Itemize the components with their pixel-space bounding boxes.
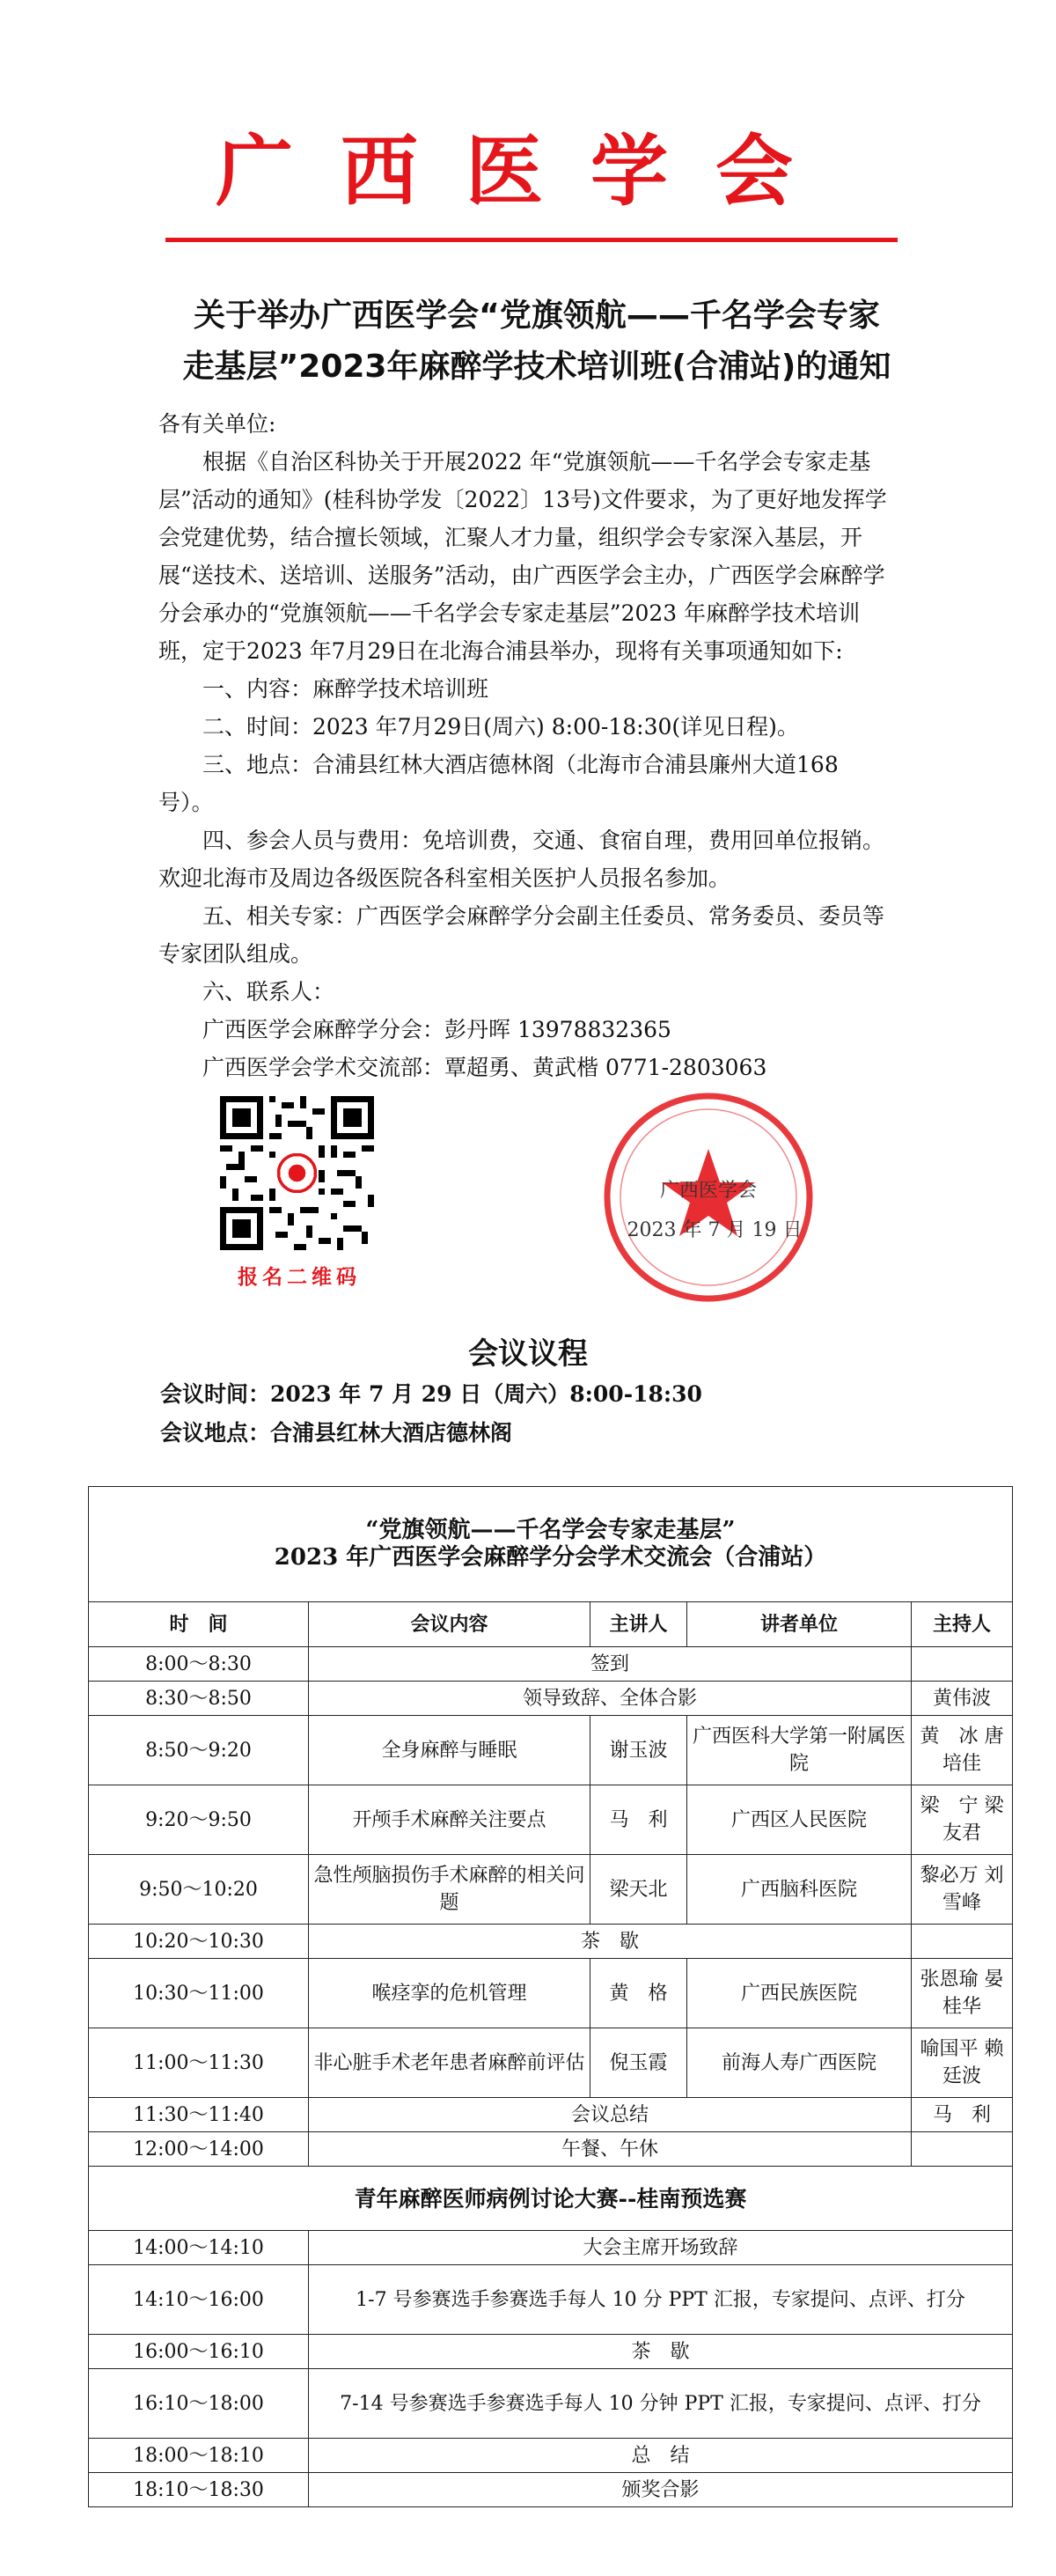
table-caption-line-2: 2023 年广西医学会麻醉学分会学术交流会（合浦站）	[274, 1544, 827, 1571]
host-cell: 梁 宁 梁友君	[912, 1785, 1013, 1855]
agenda-place: 会议地点：合浦县红林大酒店德林阁	[160, 1420, 513, 1446]
seal-date: 2023 年 7 月 19 日	[627, 1219, 803, 1241]
table-caption-row	[89, 1487, 1013, 1602]
time-cell: 10:30～11:00	[89, 1959, 309, 2028]
letterhead-rule	[165, 238, 898, 242]
contact-line: 广西医学会麻醉学分会：彭丹晖 13978832365	[202, 1017, 671, 1042]
host-cell: 喻国平 赖廷波	[912, 2028, 1013, 2098]
agenda-title: 会议议程	[468, 1336, 588, 1372]
merged-cell: 领导致辞、全体合影	[309, 1682, 912, 1716]
host-cell: 黄伟波	[912, 1682, 1013, 1716]
column-header: 讲者单位	[687, 1602, 912, 1647]
notice-title-line-2: 走基层”2023年麻醉学技术培训班(合浦站)的通知	[182, 349, 891, 385]
table-row	[89, 1959, 1013, 2028]
table-caption-line-1: “党旗领航——千名学会专家走基层”	[365, 1517, 736, 1543]
host-cell	[912, 2132, 1013, 2167]
agenda-info	[160, 1375, 702, 1453]
table-row	[89, 1682, 1013, 1716]
notice-title-line-1: 关于举办广西医学会“党旗领航——千名学会专家	[194, 298, 880, 334]
contact-line: 广西医学会学术交流部：覃超勇、黄武楷 0771-2803063	[202, 1055, 767, 1080]
time-cell: 10:20～10:30	[89, 1925, 309, 1959]
unit-cell: 广西医科大学第一附属医院	[687, 1716, 912, 1785]
notice-item: 二、时间：2023 年7月29日(周六) 8:00-18:30(详见日程)。	[202, 714, 799, 740]
unit-cell: 广西脑科医院	[687, 1855, 912, 1925]
time-cell: 12:00～14:00	[89, 2132, 309, 2167]
host-cell: 黄 冰 唐培佳	[912, 1716, 1013, 1785]
time-cell: 16:10～18:00	[89, 2369, 309, 2439]
notice-item: 六、联系人：	[202, 979, 335, 1005]
content-cell: 开颅手术麻醉关注要点	[309, 1785, 590, 1855]
merged-cell: 会议总结	[309, 2098, 912, 2132]
host-cell: 张恩瑜 晏桂华	[912, 1959, 1013, 2028]
host-cell: 黎必万 刘雪峰	[912, 1855, 1013, 1925]
qr-caption: 报名二维码	[238, 1266, 361, 1289]
speaker-cell: 谢玉波	[590, 1716, 687, 1785]
merged-cell: 签到	[309, 1647, 912, 1682]
merged-cell: 总 结	[309, 2439, 1013, 2473]
time-cell: 16:00～16:10	[89, 2335, 309, 2369]
agenda-table	[88, 1486, 1013, 2507]
table-row	[89, 2439, 1013, 2473]
section-title-row	[89, 2167, 1013, 2231]
speaker-cell: 马 利	[590, 1785, 687, 1855]
time-cell: 9:50～10:20	[89, 1855, 309, 1925]
time-cell: 8:00～8:30	[89, 1647, 309, 1682]
table-row	[89, 1716, 1013, 1785]
time-cell: 18:00～18:10	[89, 2439, 309, 2473]
notice-paragraph: 根据《自治区科协关于开展2022 年“党旗领航——千名学会专家走基层”活动的通知》(桂科协学发〔2022〕13号)文件要求，为了更好地发挥学会党建优势，结合擅长领域，汇聚人才力量，组织学会专家深入基层，开展“送技术、送培训、送服务”活动，由广西医学会主办，广西医学会麻醉学分会承办的“党旗领航——千名学会专家走基层”2023 年麻醉学技术培训班，定于2023 年7月29日在北海合浦县举办，现将有关事项通知如下:	[158, 449, 887, 664]
time-cell: 8:50～9:20	[89, 1716, 309, 1785]
table-row	[89, 1785, 1013, 1855]
time-cell: 18:10～18:30	[89, 2473, 309, 2507]
content-cell: 急性颅脑损伤手术麻醉的相关问题	[309, 1855, 590, 1925]
time-cell: 11:30～11:40	[89, 2098, 309, 2132]
unit-cell: 广西区人民医院	[687, 1785, 912, 1855]
agenda-time: 会议时间：2023 年 7 月 29 日（周六）8:00-18:30	[160, 1381, 702, 1407]
merged-cell: 颁奖合影	[309, 2473, 1013, 2507]
table-row	[89, 2231, 1013, 2265]
table-row	[89, 2369, 1013, 2439]
merged-cell: 茶 歇	[309, 1925, 912, 1959]
table-row	[89, 1647, 1013, 1682]
seal-org-label: 广西医学会	[659, 1180, 757, 1202]
notice-body	[158, 405, 898, 1086]
registration-qr-code[interactable]	[220, 1096, 374, 1250]
section-title: 青年麻醉医师病例讨论大赛--桂南预选赛	[89, 2167, 1013, 2231]
time-cell: 9:20～9:50	[89, 1785, 309, 1855]
letterhead-title: 广西医学会	[215, 126, 840, 217]
table-row	[89, 2028, 1013, 2098]
notice-title	[158, 291, 915, 393]
table-row	[89, 1925, 1013, 1959]
time-cell: 8:30～8:50	[89, 1682, 309, 1716]
merged-cell: 7-14 号参赛选手参赛选手每人 10 分钟 PPT 汇报，专家提问、点评、打分	[309, 2369, 1013, 2439]
content-cell: 喉痉挛的危机管理	[309, 1959, 590, 2028]
host-cell: 马 利	[912, 2098, 1013, 2132]
speaker-cell: 梁天北	[590, 1855, 687, 1925]
time-cell: 11:00～11:30	[89, 2028, 309, 2098]
table-caption	[89, 1487, 1013, 1602]
column-header: 主持人	[912, 1602, 1013, 1647]
table-row	[89, 2473, 1013, 2507]
table-row	[89, 2335, 1013, 2369]
merged-cell: 午餐、午休	[309, 2132, 912, 2167]
speaker-cell: 倪玉霞	[590, 2028, 687, 2098]
column-header: 时 间	[89, 1602, 309, 1647]
host-cell	[912, 1647, 1013, 1682]
content-cell: 非心脏手术老年患者麻醉前评估	[309, 2028, 590, 2098]
unit-cell: 前海人寿广西医院	[687, 2028, 912, 2098]
table-row	[89, 2265, 1013, 2335]
time-cell: 14:00～14:10	[89, 2231, 309, 2265]
host-cell	[912, 1925, 1013, 1959]
column-header: 会议内容	[309, 1602, 590, 1647]
salutation: 各有关单位:	[158, 411, 276, 437]
table-row	[89, 2132, 1013, 2167]
column-header: 主讲人	[590, 1602, 687, 1647]
time-cell: 14:10～16:00	[89, 2265, 309, 2335]
notice-item: 一、内容：麻醉学技术培训班	[202, 676, 489, 702]
content-cell: 全身麻醉与睡眠	[309, 1716, 590, 1785]
speaker-cell: 黄 格	[590, 1959, 687, 2028]
notice-item: 三、地点：合浦县红林大酒店德林阁（北海市合浦县廉州大道168 号）。	[158, 752, 839, 815]
table-row	[89, 1855, 1013, 1925]
table-header-row	[89, 1602, 1013, 1647]
notice-item: 四、参会人员与费用：免培训费，交通、食宿自理，费用回单位报销。 欢迎北海市及周边各级医院各科室相关医护人员报名参加。	[158, 828, 885, 891]
merged-cell: 大会主席开场致辞	[309, 2231, 1013, 2265]
table-row	[89, 2098, 1013, 2132]
merged-cell: 1-7 号参赛选手参赛选手每人 10 分 PPT 汇报，专家提问、点评、打分	[309, 2265, 1013, 2335]
notice-item: 五、相关专家：广西医学会麻醉学分会副主任委员、常务委员、委员等专家团队组成。	[158, 903, 885, 967]
merged-cell: 茶 歇	[309, 2335, 1013, 2369]
unit-cell: 广西民族医院	[687, 1959, 912, 2028]
